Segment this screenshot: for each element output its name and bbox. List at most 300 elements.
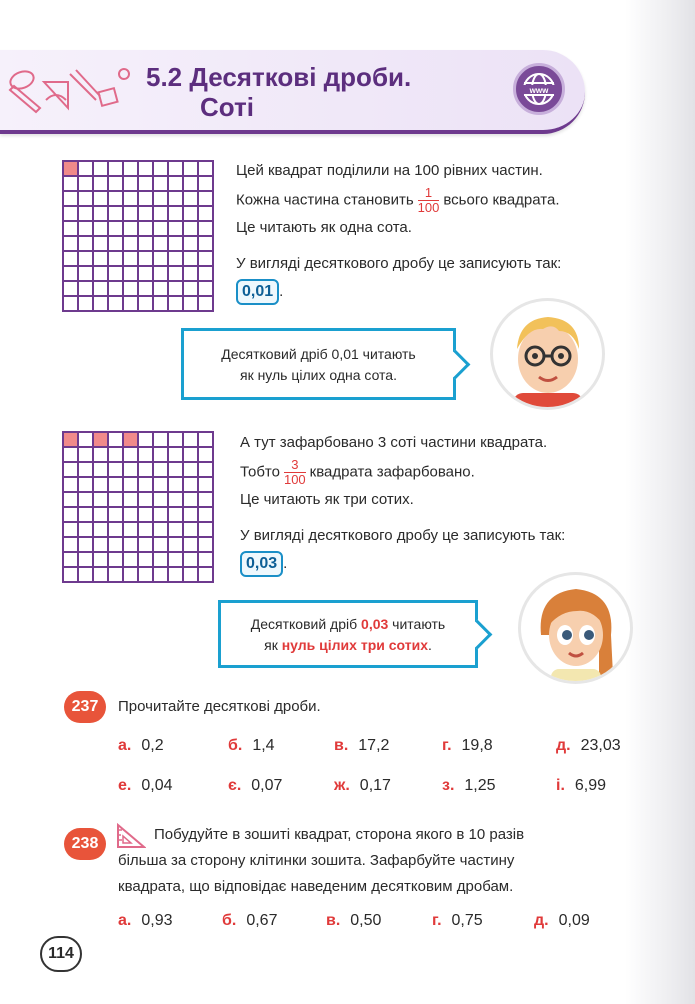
- grid-cell: [79, 207, 94, 222]
- grid-cell: [184, 433, 199, 448]
- grid-cell: [79, 192, 94, 207]
- section1-line1: Цей квадрат поділили на 100 рівних частин.: [236, 162, 543, 179]
- grid-cell: [109, 433, 124, 448]
- grid-cell: [94, 448, 109, 463]
- page-number: 114: [40, 936, 82, 972]
- exercise-item-value: 0,50: [350, 912, 382, 929]
- grid-cell: [109, 192, 124, 207]
- grid-cell: [79, 478, 94, 493]
- grid-cell: [169, 162, 184, 177]
- grid-cell: [79, 508, 94, 523]
- exercise-item-letter: б.: [228, 737, 243, 754]
- grid-cell: [199, 463, 214, 478]
- grid-cell: [184, 297, 199, 312]
- girl-face-icon: [521, 575, 631, 683]
- exercise-item-letter: і.: [556, 777, 565, 794]
- callout2-text-a: Десятковий дріб: [250, 616, 362, 632]
- grid-cell: [94, 493, 109, 508]
- grid-cell: [184, 252, 199, 267]
- exercise-238-line1: Побудуйте в зошиті квадрат, сторона якого в 10 разів: [154, 826, 525, 843]
- exercise-238-line3: квадрата, що відповідає наведеним десятковим дробам.: [118, 878, 514, 895]
- section1-line2: [236, 186, 656, 215]
- svg-text:www: www: [529, 86, 549, 95]
- exercise-238-task: [118, 822, 634, 900]
- grid-cell: [79, 553, 94, 568]
- grid-cell: [124, 523, 139, 538]
- grid-cell: [139, 463, 154, 478]
- grid-cell: [124, 478, 139, 493]
- grid-cell: [64, 177, 79, 192]
- grid-cell: [184, 162, 199, 177]
- callout2-text-d: як: [264, 637, 282, 653]
- grid-cell: [169, 448, 184, 463]
- grid-cell: [124, 493, 139, 508]
- grid-cell: [64, 282, 79, 297]
- grid-cell: [79, 222, 94, 237]
- grid-cell: [109, 538, 124, 553]
- exercise-item: [432, 912, 483, 930]
- section2-line2-before: Тобто: [240, 463, 280, 481]
- grid-cell: [169, 463, 184, 478]
- grid-cell: [154, 538, 169, 553]
- grid-cell: [199, 267, 214, 282]
- exercise-item: [118, 912, 172, 930]
- grid-cell: [64, 448, 79, 463]
- grid-cell: [109, 237, 124, 252]
- grid-cell: [94, 207, 109, 222]
- grid-cell: [64, 192, 79, 207]
- fraction-one-hundredth: [418, 186, 440, 215]
- section2-line4: У вигляді десяткового дробу це записують так:: [240, 527, 566, 544]
- grid-cell: [184, 553, 199, 568]
- section1-line4: У вигляді десяткового дробу це записують так:: [236, 255, 562, 272]
- exercise-item: [334, 737, 389, 755]
- grid-cell: [154, 237, 169, 252]
- exercise-238-badge: 238: [64, 828, 106, 860]
- grid-cell: [184, 523, 199, 538]
- grid-cell: [154, 463, 169, 478]
- grid-cell: [139, 478, 154, 493]
- grid-cell: [124, 192, 139, 207]
- grid-cell: [184, 192, 199, 207]
- grid-cell: [124, 538, 139, 553]
- grid-cell: [199, 553, 214, 568]
- grid-cell: [79, 252, 94, 267]
- exercise-item-letter: д.: [534, 912, 549, 929]
- hundred-grid-three-filled: [62, 431, 214, 583]
- exercise-item-value: 6,99: [574, 777, 607, 794]
- grid-cell: [199, 162, 214, 177]
- grid-cell: [79, 237, 94, 252]
- exercise-item-value: 0,04: [141, 777, 173, 794]
- section1-line3: Це читають як одна сота.: [236, 219, 412, 236]
- grid-cell: [124, 448, 139, 463]
- fraction-denominator: 100: [417, 200, 440, 215]
- grid-cell: [169, 493, 184, 508]
- hundred-grid-one-filled: [62, 160, 214, 312]
- grid-cell: [109, 493, 124, 508]
- grid-cell: [154, 192, 169, 207]
- grid-cell: [169, 207, 184, 222]
- grid-cell: [139, 177, 154, 192]
- section1-line2-after: всього квадрата.: [443, 191, 560, 209]
- grid-cell: [79, 448, 94, 463]
- grid-cell: [94, 282, 109, 297]
- grid-cell: [124, 237, 139, 252]
- exercise-item-value: 0,09: [558, 912, 590, 929]
- grid-cell: [139, 493, 154, 508]
- grid-cell: [139, 568, 154, 583]
- grid-cell: [94, 568, 109, 583]
- grid-cell: [139, 282, 154, 297]
- grid-cell: [184, 448, 199, 463]
- exercise-item-value: 1,25: [464, 777, 496, 794]
- exercise-item-value: 23,03: [580, 737, 621, 754]
- grid-cell: [94, 222, 109, 237]
- grid-cell: [94, 237, 109, 252]
- callout2-line1: [221, 614, 475, 635]
- grid-cell: [109, 177, 124, 192]
- grid-cell: [199, 433, 214, 448]
- exercise-item-letter: д.: [556, 737, 571, 754]
- grid-cell: [124, 433, 139, 448]
- section2-line1: А тут зафарбовано 3 соті частини квадрата.: [240, 434, 548, 451]
- grid-cell: [199, 177, 214, 192]
- grid-cell: [139, 267, 154, 282]
- grid-cell: [184, 267, 199, 282]
- callout1-line2: як нуль цілих одна сота.: [239, 367, 397, 383]
- grid-cell: [109, 207, 124, 222]
- grid-cell: [94, 538, 109, 553]
- grid-cell: [199, 297, 214, 312]
- grid-cell: [64, 463, 79, 478]
- grid-cell: [109, 448, 124, 463]
- lesson-title-line2: Соті: [200, 92, 254, 122]
- grid-cell: [184, 538, 199, 553]
- grid-cell: [169, 237, 184, 252]
- exercise-item-value: 0,17: [359, 777, 391, 794]
- grid-cell: [64, 237, 79, 252]
- exercise-item: [442, 777, 496, 795]
- grid-cell: [139, 192, 154, 207]
- grid-cell: [139, 207, 154, 222]
- grid-cell: [64, 553, 79, 568]
- grid-cell: [184, 207, 199, 222]
- grid-cell: [94, 252, 109, 267]
- grid-cell: [139, 508, 154, 523]
- fraction-denominator: 100: [283, 472, 306, 487]
- grid-cell: [94, 267, 109, 282]
- grid-cell: [154, 207, 169, 222]
- grid-cell: [154, 282, 169, 297]
- grid-cell: [199, 478, 214, 493]
- fraction-three-hundredths: [284, 458, 306, 487]
- grid-cell: [124, 282, 139, 297]
- grid-cell: [124, 508, 139, 523]
- grid-cell: [124, 252, 139, 267]
- exercise-item: [228, 777, 282, 795]
- grid-cell: [199, 493, 214, 508]
- exercise-item: [326, 912, 381, 930]
- grid-cell: [199, 523, 214, 538]
- grid-cell: [154, 267, 169, 282]
- lesson-title: [146, 62, 506, 122]
- grid-cell: [109, 222, 124, 237]
- grid-cell: [109, 508, 124, 523]
- grid-cell: [184, 237, 199, 252]
- grid-cell: [64, 433, 79, 448]
- exercise-item: [534, 912, 590, 930]
- exercise-item-value: 1,4: [252, 737, 275, 754]
- grid-cell: [124, 568, 139, 583]
- section2-line3: Це читають як три сотих.: [240, 491, 414, 508]
- grid-cell: [184, 282, 199, 297]
- exercise-item-letter: в.: [334, 737, 349, 754]
- grid-cell: [94, 478, 109, 493]
- exercise-237-task: Прочитайте десяткові дроби.: [118, 698, 321, 715]
- grid-cell: [154, 508, 169, 523]
- decimal-0-01-box: 0,01: [236, 279, 279, 305]
- exercise-item: [118, 777, 172, 795]
- grid-cell: [109, 297, 124, 312]
- grid-cell: [169, 538, 184, 553]
- grid-cell: [139, 433, 154, 448]
- grid-cell: [64, 568, 79, 583]
- grid-cell: [184, 478, 199, 493]
- grid-cell: [169, 222, 184, 237]
- exercise-item-value: 0,93: [141, 912, 173, 929]
- grid-cell: [139, 252, 154, 267]
- grid-cell: [79, 267, 94, 282]
- callout2-line2: [221, 635, 475, 656]
- exercise-item-letter: г.: [442, 737, 452, 754]
- grid-cell: [169, 252, 184, 267]
- exercise-item-value: 0,2: [141, 737, 164, 754]
- grid-cell: [199, 508, 214, 523]
- exercise-item-value: 17,2: [358, 737, 390, 754]
- grid-cell: [169, 478, 184, 493]
- exercise-item: [334, 777, 391, 795]
- grid-cell: [64, 162, 79, 177]
- grid-cell: [169, 297, 184, 312]
- callout1-line1: Десятковий дріб 0,01 читають: [221, 346, 416, 362]
- exercise-item-letter: в.: [326, 912, 341, 929]
- exercise-item: [222, 912, 277, 930]
- fraction-numerator: 3: [284, 458, 306, 473]
- grid-cell: [109, 162, 124, 177]
- section1-text: [236, 158, 656, 305]
- grid-cell: [139, 237, 154, 252]
- grid-cell: [154, 448, 169, 463]
- grid-cell: [184, 508, 199, 523]
- section2-text: [240, 430, 650, 577]
- boy-avatar: [490, 298, 605, 410]
- grid-cell: [79, 433, 94, 448]
- grid-cell: [109, 478, 124, 493]
- grid-cell: [94, 192, 109, 207]
- grid-cell: [169, 523, 184, 538]
- grid-cell: [124, 222, 139, 237]
- grid-cell: [64, 252, 79, 267]
- grid-cell: [124, 297, 139, 312]
- grid-cell: [139, 538, 154, 553]
- grid-cell: [124, 553, 139, 568]
- exercise-item-value: 0,67: [246, 912, 278, 929]
- grid-cell: [64, 508, 79, 523]
- exercise-item-letter: е.: [118, 777, 132, 794]
- grid-cell: [169, 568, 184, 583]
- grid-cell: [64, 523, 79, 538]
- grid-cell: [154, 297, 169, 312]
- grid-cell: [94, 433, 109, 448]
- grid-cell: [79, 177, 94, 192]
- exercise-item: [118, 737, 164, 755]
- grid-cell: [109, 252, 124, 267]
- exercise-item-letter: б.: [222, 912, 237, 929]
- section2-line2: [240, 458, 650, 487]
- grid-cell: [154, 252, 169, 267]
- grid-cell: [184, 463, 199, 478]
- grid-cell: [169, 508, 184, 523]
- grid-cell: [109, 463, 124, 478]
- exercise-item-letter: є.: [228, 777, 242, 794]
- grid-cell: [124, 162, 139, 177]
- grid-cell: [79, 162, 94, 177]
- grid-cell: [109, 282, 124, 297]
- grid-cell: [184, 222, 199, 237]
- grid-cell: [154, 433, 169, 448]
- grid-cell: [154, 523, 169, 538]
- exercise-item-letter: а.: [118, 912, 132, 929]
- exercise-item-value: 19,8: [461, 737, 493, 754]
- grid-cell: [184, 177, 199, 192]
- callout-box-1: [181, 328, 456, 400]
- exercise-item-letter: г.: [432, 912, 442, 929]
- grid-cell: [79, 568, 94, 583]
- grid-cell: [64, 493, 79, 508]
- grid-cell: [64, 267, 79, 282]
- callout2-decimal: 0,03: [361, 616, 389, 632]
- grid-cell: [79, 297, 94, 312]
- grid-cell: [79, 282, 94, 297]
- grid-cell: [154, 162, 169, 177]
- grid-cell: [154, 553, 169, 568]
- grid-cell: [139, 162, 154, 177]
- callout2-text-f: .: [427, 637, 432, 653]
- grid-cell: [64, 222, 79, 237]
- grid-cell: [199, 222, 214, 237]
- grid-cell: [139, 553, 154, 568]
- grid-cell: [154, 493, 169, 508]
- grid-cell: [124, 177, 139, 192]
- exercise-item: [556, 737, 621, 755]
- exercise-item: [556, 777, 606, 795]
- grid-cell: [199, 207, 214, 222]
- drawing-tools-icon: [6, 60, 138, 116]
- grid-cell: [154, 478, 169, 493]
- section2-period: .: [283, 555, 288, 572]
- grid-cell: [139, 523, 154, 538]
- grid-cell: [169, 192, 184, 207]
- grid-cell: [154, 177, 169, 192]
- callout2-reading: нуль цілих три сотих: [281, 637, 428, 653]
- callout2-text-c: читають: [388, 616, 446, 632]
- exercise-item: [442, 737, 493, 755]
- section1-decimal-line: [236, 279, 656, 305]
- fraction-numerator: 1: [418, 186, 440, 201]
- grid-cell: [124, 207, 139, 222]
- callout-box-2: [218, 600, 478, 668]
- grid-cell: [94, 162, 109, 177]
- grid-cell: [64, 478, 79, 493]
- grid-cell: [169, 553, 184, 568]
- grid-cell: [154, 222, 169, 237]
- grid-cell: [94, 463, 109, 478]
- grid-cell: [64, 538, 79, 553]
- grid-cell: [169, 433, 184, 448]
- grid-cell: [124, 463, 139, 478]
- grid-cell: [199, 448, 214, 463]
- grid-cell: [94, 523, 109, 538]
- grid-cell: [139, 222, 154, 237]
- grid-cell: [169, 267, 184, 282]
- section1-period: .: [279, 283, 284, 300]
- grid-cell: [94, 177, 109, 192]
- girl-avatar: [518, 572, 633, 684]
- grid-cell: [139, 448, 154, 463]
- grid-cell: [199, 282, 214, 297]
- grid-cell: [199, 568, 214, 583]
- grid-cell: [64, 207, 79, 222]
- grid-cell: [124, 267, 139, 282]
- grid-cell: [109, 523, 124, 538]
- grid-cell: [94, 553, 109, 568]
- grid-cell: [199, 252, 214, 267]
- exercise-item: [228, 737, 275, 755]
- exercise-item-letter: ж.: [334, 777, 350, 794]
- grid-cell: [94, 297, 109, 312]
- grid-cell: [109, 568, 124, 583]
- grid-cell: [79, 493, 94, 508]
- grid-cell: [109, 267, 124, 282]
- exercise-item-letter: а.: [118, 737, 132, 754]
- lesson-title-line1: 5.2 Десяткові дроби.: [146, 62, 412, 92]
- grid-cell: [199, 237, 214, 252]
- exercise-238-line2: більша за сторону клітинки зошита. Зафарбуйте частину: [118, 852, 515, 869]
- grid-cell: [154, 568, 169, 583]
- exercise-item-value: 0,75: [451, 912, 483, 929]
- exercise-237-badge: 237: [64, 691, 106, 723]
- grid-cell: [109, 553, 124, 568]
- grid-cell: [199, 192, 214, 207]
- grid-cell: [79, 523, 94, 538]
- exercise-item-letter: з.: [442, 777, 455, 794]
- grid-cell: [139, 297, 154, 312]
- decimal-0-03-box: 0,03: [240, 551, 283, 577]
- grid-cell: [79, 538, 94, 553]
- www-globe-icon[interactable]: [513, 63, 565, 115]
- section1-line2-before: Кожна частина становить: [236, 191, 414, 209]
- grid-cell: [169, 282, 184, 297]
- grid-cell: [184, 493, 199, 508]
- grid-cell: [199, 538, 214, 553]
- grid-cell: [94, 508, 109, 523]
- grid-cell: [79, 463, 94, 478]
- grid-cell: [169, 177, 184, 192]
- grid-cell: [64, 297, 79, 312]
- boy-face-icon: [493, 301, 603, 409]
- grid-cell: [184, 568, 199, 583]
